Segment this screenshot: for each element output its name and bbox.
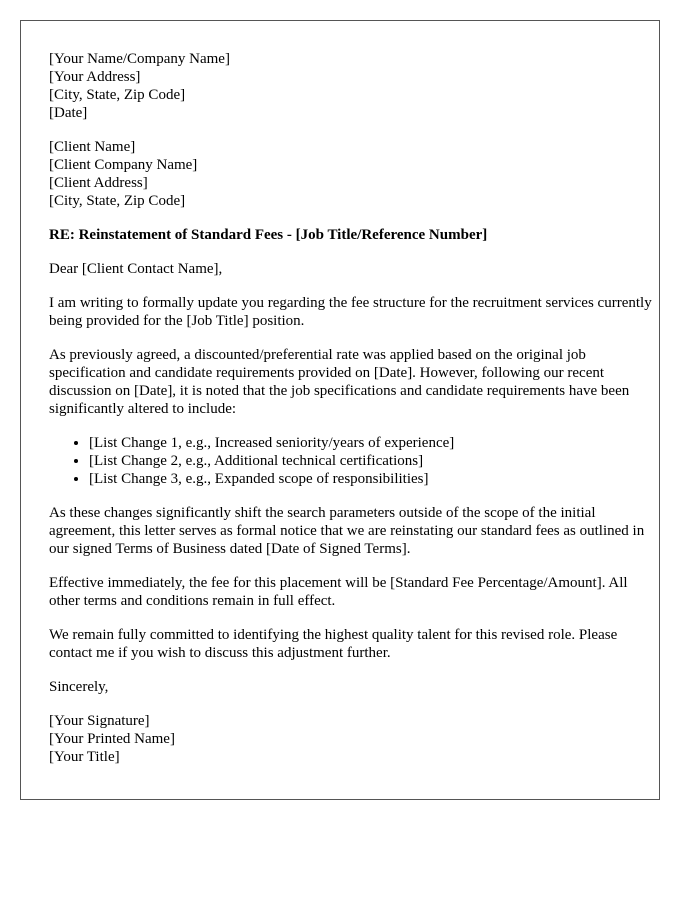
sender-name: [Your Name/Company Name] [49,51,230,67]
letter-page [20,20,660,800]
recipient-block [49,138,659,210]
recipient-address: [Client Address] [49,175,148,191]
signature: [Your Signature] [49,713,150,729]
subject-line: RE: Reinstatement of Standard Fees - [Job Title/Reference Number] [49,227,488,243]
list-item: • [List Change 1, e.g., Increased seniority/years of experience] [89,434,659,452]
signer-title: [Your Title] [49,749,120,765]
body-paragraph: We remain fully committed to identifying the highest quality talent for this revised role. Please contact me if you wish to discuss this adjustment further. [49,627,618,661]
body-paragraph: As previously agreed, a discounted/preferential rate was applied based on the original job specification and candidate requirements provided on [Date]. However, following our recent discussion on [Date], it is noted that the job specifications and candidate requirements have been significantly altered to include: [49,347,630,417]
sender-city-state-zip: [City, State, Zip Code] [49,87,186,103]
recipient-name: [Client Name] [49,139,136,155]
printed-name: [Your Printed Name] [49,731,175,747]
signature-block [49,712,659,766]
body-paragraph: Effective immediately, the fee for this placement will be [Standard Fee Percentage/Amount]. All other terms and conditions remain in full effect. [49,575,628,609]
sender-address: [Your Address] [49,69,141,85]
letter-date: [Date] [49,105,88,121]
body-paragraph: As these changes significantly shift the search parameters outside of the scope of the initial agreement, this letter serves as formal notice that we are reinstating our standard fees as outlined in our signed Terms of Business dated [Date of Signed Terms]. [49,505,645,557]
recipient-city-state-zip: [City, State, Zip Code] [49,193,186,209]
list-item: • [List Change 2, e.g., Additional technical certifications] [89,452,659,470]
recipient-company: [Client Company Name] [49,157,198,173]
closing: Sincerely, [49,679,109,695]
list-item: • [List Change 3, e.g., Expanded scope of responsibilities] [89,470,659,488]
salutation: Dear [Client Contact Name], [49,261,223,277]
body-paragraph: I am writing to formally update you regarding the fee structure for the recruitment services currently being provided for the [Job Title] position. [49,295,652,329]
changes-list [49,434,659,488]
sender-block [49,50,659,122]
